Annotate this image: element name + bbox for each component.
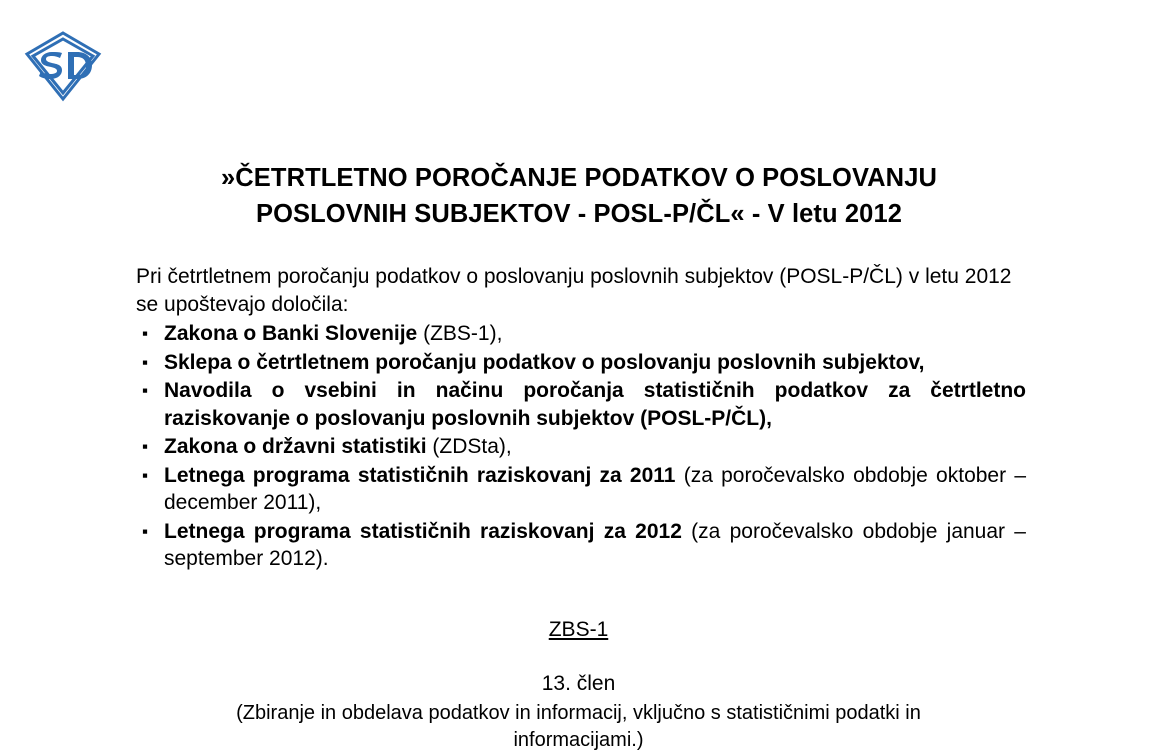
section-heading — [0, 618, 1157, 642]
list-item — [136, 433, 1026, 461]
list-item — [136, 320, 1026, 348]
list-item-bold: Letnega programa statističnih raziskovanj za 2011 — [164, 463, 676, 487]
bullet-marker-icon: ▪ — [142, 465, 149, 485]
list-item-text — [164, 320, 1026, 348]
section-heading-text: ZBS-1 — [548, 618, 609, 641]
bullet-marker-icon: ▪ — [142, 521, 149, 541]
article-number: 13. člen — [541, 672, 616, 695]
slide-title — [136, 160, 1022, 232]
bullet-list — [136, 320, 1026, 574]
list-item-rest: (za poročevalsko obdobje januar – september 2012). — [164, 519, 1026, 570]
list-item-rest: (ZBS-1), — [417, 322, 503, 345]
list-item-bold: Zakona o državni statistiki — [164, 435, 427, 458]
list-item — [136, 377, 1026, 432]
list-item — [136, 518, 1026, 573]
list-item-text — [164, 433, 1026, 461]
list-item-rest: (ZDSta), — [426, 435, 512, 458]
list-item-text — [164, 377, 1026, 432]
list-item-bold: Zakona o Banki Slovenije — [164, 322, 418, 345]
list-item-bold: Sklepa o četrtletnem poročanju podatkov o poslovanju poslovnih subjektov, — [164, 350, 925, 374]
intro-paragraph: Pri četrtletnem poročanju podatkov o poslovanju poslovnih subjektov (POSL-P/ČL) v letu 2012 se upoštevajo določila: — [136, 265, 1012, 316]
bullet-marker-icon: ▪ — [142, 324, 149, 343]
list-item-bold: Letnega programa statističnih raziskovanj za 2012 — [164, 519, 682, 543]
list-item-text — [164, 349, 1026, 377]
bullet-marker-icon: ▪ — [142, 381, 149, 400]
list-item — [136, 349, 1026, 377]
list-item — [136, 462, 1026, 517]
article-caption-line-1: (Zbiranje in obdelava podatkov in informacij, vključno s statističnimi podatki in — [236, 702, 921, 724]
list-item-rest: (za poročevalsko obdobje oktober – december 2011), — [164, 463, 1027, 514]
bullet-marker-icon: ▪ — [142, 352, 149, 372]
list-item-text — [164, 462, 1026, 517]
slide-title-line-2: POSLOVNIH SUBJEKTOV - POSL-P/ČL« - V letu 2012 — [255, 200, 903, 228]
slide-title-line-1: »ČETRTLETNO POROČANJE PODATKOV O POSLOVANJU — [220, 164, 937, 192]
article-caption-line-2: informacijami.) — [513, 729, 644, 751]
article-caption — [0, 700, 1157, 754]
bank-slovenia-logo-icon — [22, 30, 104, 102]
list-item-text — [164, 518, 1026, 573]
list-item-bold: Navodila o vsebini in načinu poročanja statističnih podatkov za četrtletno raziskovanje o poslovanju poslovnih subjektov (POSL-P/ČL), — [164, 379, 1026, 430]
bullet-marker-icon: ▪ — [142, 437, 149, 456]
